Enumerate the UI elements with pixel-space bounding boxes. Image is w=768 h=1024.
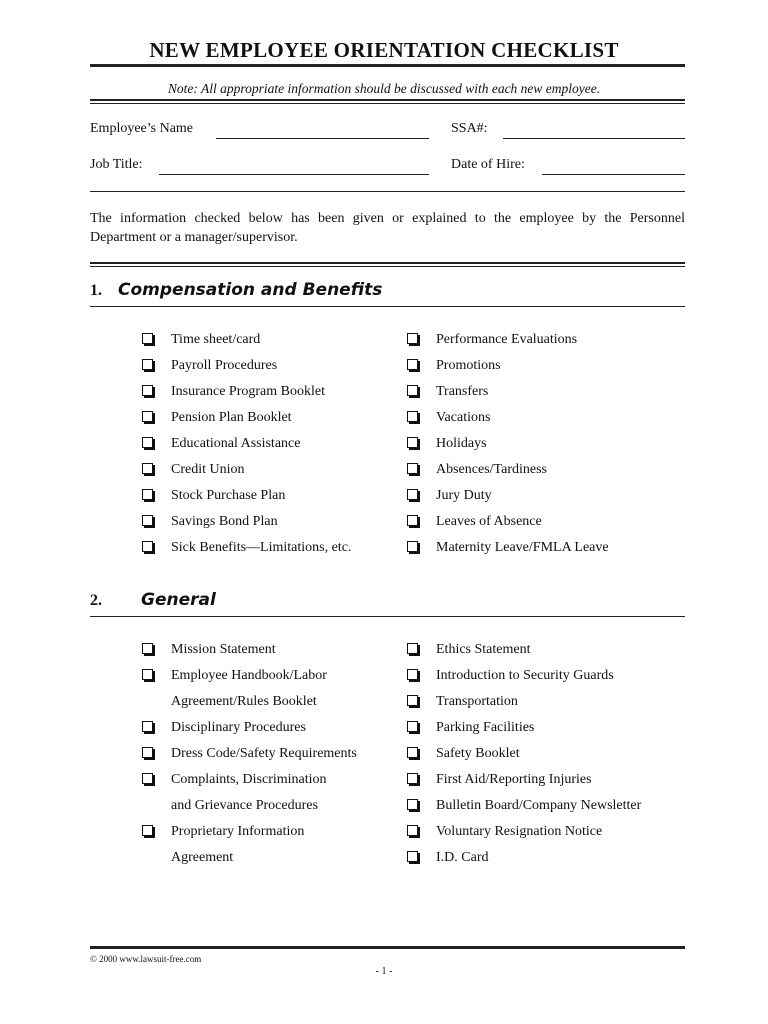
ssa-field[interactable]	[503, 138, 685, 139]
checklist-item-label: Maternity Leave/FMLA Leave	[436, 540, 609, 555]
checkbox[interactable]	[142, 747, 153, 758]
checkbox[interactable]	[142, 773, 153, 784]
checklist-item-label: Credit Union	[171, 462, 245, 477]
section-1-rule	[90, 306, 685, 307]
checklist-item-label: Promotions	[436, 358, 501, 373]
checklist-item-label: and Grievance Procedures	[171, 798, 318, 813]
checkbox[interactable]	[407, 851, 418, 862]
checklist-item-label: Performance Evaluations	[436, 332, 578, 347]
checkbox[interactable]	[407, 773, 418, 784]
checklist-item-label: Absences/Tardiness	[436, 462, 547, 477]
checklist-item-label: Voluntary Resignation Notice	[436, 824, 603, 839]
employee-name-label: Employee’s Name	[90, 121, 194, 136]
checklist-item-label: Complaints, Discrimination	[171, 772, 327, 787]
checklist-item-label: Stock Purchase Plan	[171, 488, 286, 503]
checklist-item-label: Employee Handbook/Labor	[171, 668, 327, 683]
employee-name-field[interactable]	[216, 138, 429, 139]
title-rule	[90, 64, 685, 67]
checklist-item-label: Transportation	[436, 694, 518, 709]
checklist-item-label: I.D. Card	[436, 850, 489, 865]
checkbox[interactable]	[142, 333, 153, 344]
section-2-title: General	[141, 590, 216, 610]
checklist-item-label: Agreement	[171, 850, 234, 865]
note-text: Note: All appropriate information should be discussed with each new employee.	[167, 81, 601, 96]
checkbox[interactable]	[407, 695, 418, 706]
checklist-item-label: Safety Booklet	[436, 746, 520, 761]
checklist-item-label: Mission Statement	[171, 642, 276, 657]
intro-text: The information checked below has been given or explained to the employee by the Personnel Department or a manager/supervisor.	[90, 211, 685, 245]
fields-rule	[90, 191, 685, 192]
checkbox[interactable]	[407, 489, 418, 500]
checkbox[interactable]	[142, 411, 153, 422]
checklist-item-label: Savings Bond Plan	[171, 514, 278, 529]
job-title-field[interactable]	[159, 174, 429, 175]
checkbox[interactable]	[407, 643, 418, 654]
section-1-number: 1.	[90, 282, 102, 299]
date-of-hire-field[interactable]	[542, 174, 685, 175]
note-rule-top	[90, 99, 685, 101]
checkbox[interactable]	[407, 541, 418, 552]
checklist-item-label: Ethics Statement	[436, 642, 531, 657]
checkbox[interactable]	[142, 721, 153, 732]
checkbox[interactable]	[407, 463, 418, 474]
checklist-item-label: Disciplinary Procedures	[171, 720, 306, 735]
date-of-hire-label: Date of Hire:	[451, 157, 525, 172]
checklist-item-label: Holidays	[436, 436, 487, 451]
checkbox[interactable]	[142, 541, 153, 552]
checkbox[interactable]	[142, 515, 153, 526]
checkbox[interactable]	[407, 669, 418, 680]
checkbox[interactable]	[407, 437, 418, 448]
checklist-item-label: Insurance Program Booklet	[171, 384, 325, 399]
checklist-item-label: Time sheet/card	[171, 332, 261, 347]
intro-rule-top	[90, 262, 685, 264]
footer-rule	[90, 946, 685, 949]
checkbox[interactable]	[142, 437, 153, 448]
checklist-item-label: Transfers	[436, 384, 489, 399]
section-2-rule	[90, 616, 685, 617]
note-rule-bottom	[90, 103, 685, 104]
checkbox[interactable]	[407, 747, 418, 758]
copyright-text: © 2000 www.lawsuit-free.com	[90, 954, 202, 964]
checkbox[interactable]	[142, 385, 153, 396]
checklist-item-label: Parking Facilities	[436, 720, 535, 735]
ssa-label: SSA#:	[451, 121, 488, 136]
checklist-item-label: Payroll Procedures	[171, 358, 278, 373]
checklist-item-label: Introduction to Security Guards	[436, 668, 614, 683]
section-1-title: Compensation and Benefits	[118, 280, 383, 300]
checkbox[interactable]	[407, 385, 418, 396]
checkbox[interactable]	[407, 359, 418, 370]
checkbox[interactable]	[142, 643, 153, 654]
checklist-item-label: Proprietary Information	[171, 824, 305, 839]
checkbox[interactable]	[407, 825, 418, 836]
checklist-item-label: Dress Code/Safety Requirements	[171, 746, 357, 761]
checklist-item-label: Educational Assistance	[171, 436, 301, 451]
checklist-item-label: Sick Benefits—Limitations, etc.	[171, 540, 352, 555]
checklist-item-label: Pension Plan Booklet	[171, 410, 292, 425]
checkbox[interactable]	[407, 515, 418, 526]
checkbox[interactable]	[142, 489, 153, 500]
section-2-number: 2.	[90, 592, 102, 609]
checklist-item-label: First Aid/Reporting Injuries	[436, 772, 592, 787]
checkbox[interactable]	[142, 359, 153, 370]
checklist-item-label: Bulletin Board/Company Newsletter	[436, 798, 642, 813]
intro-rule-bottom	[90, 266, 685, 267]
checkbox[interactable]	[407, 721, 418, 732]
checkbox[interactable]	[407, 333, 418, 344]
job-title-label: Job Title:	[90, 157, 143, 172]
checklist-item-label: Vacations	[436, 410, 491, 425]
checkbox[interactable]	[142, 825, 153, 836]
checklist-item-label: Leaves of Absence	[436, 514, 542, 529]
checklist-item-label: Jury Duty	[436, 488, 492, 503]
checkbox[interactable]	[407, 411, 418, 422]
checkbox[interactable]	[407, 799, 418, 810]
checklist-item-label: Agreement/Rules Booklet	[171, 694, 317, 709]
page-number: - 1 -	[375, 966, 393, 977]
checkbox[interactable]	[142, 669, 153, 680]
page-title: NEW EMPLOYEE ORIENTATION CHECKLIST	[149, 38, 619, 62]
checkbox[interactable]	[142, 463, 153, 474]
